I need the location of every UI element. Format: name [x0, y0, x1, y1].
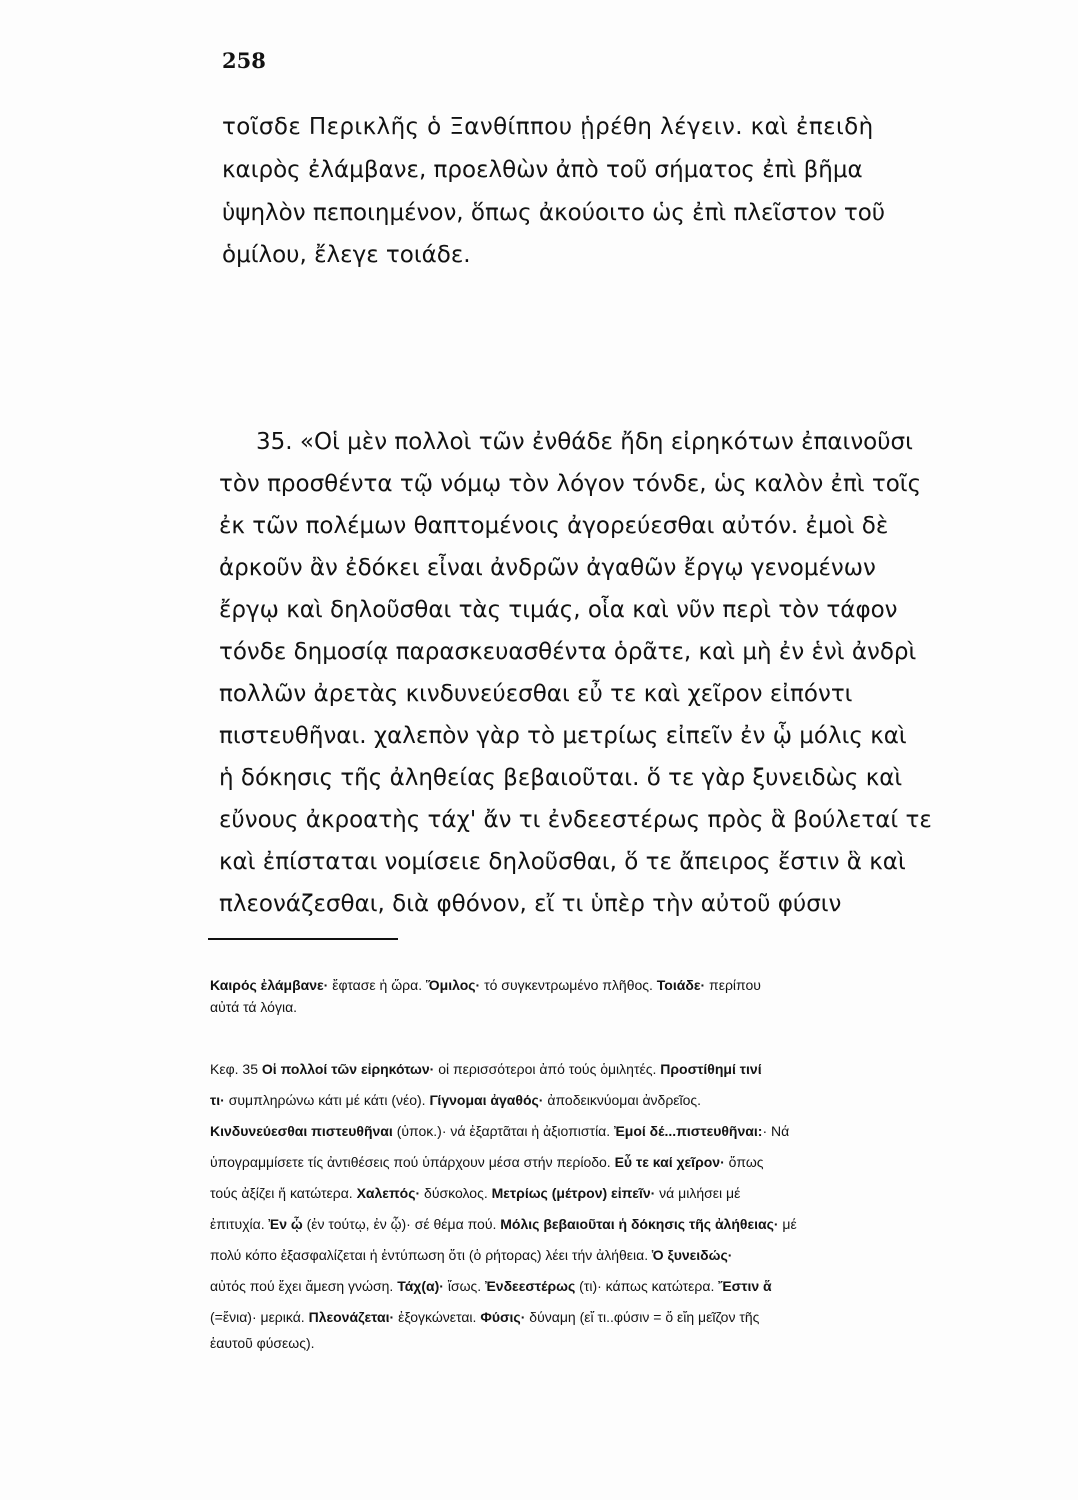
gloss-text: (τι)· κάπως κατώτερα. — [575, 1278, 719, 1294]
gloss-text: (ὑποκ.)· νά ἐξαρτᾶται ἡ ἀξιοπιστία. — [392, 1123, 615, 1139]
gloss-text: συμπληρώνω κάτι μέ κάτι (νέο). — [224, 1092, 430, 1108]
chapter-line: ἔργῳ καὶ δηλοῦσθαι τὰς τιμάς, οἷα καὶ νῦν περὶ τὸν τάφον — [219, 597, 898, 623]
chapter-line: ἐκ τῶν πολέμων θαπτομένοις ἀγορεύεσθαι αὐτόν. ἐμοὶ δὲ — [219, 513, 889, 539]
gloss-text: (ἐν τούτῳ, ἐν ᾧ)· σέ θέμα πού. — [302, 1216, 501, 1232]
chapter-line: τὸν προσθέντα τῷ νόμῳ τὸν λόγον τόνδε, ὡς καλὸν ἐπὶ τοῖς — [219, 471, 922, 497]
gloss-term: Τάχ(α)· — [397, 1278, 444, 1294]
gloss-term: Γίγνομαι ἀγαθός· — [429, 1092, 544, 1108]
footnote-line — [210, 1307, 759, 1327]
footnote-line — [210, 1059, 762, 1079]
gloss-text: περίπου — [705, 977, 761, 993]
gloss-text: · Νά — [762, 1123, 790, 1139]
gloss-term: Μόλις βεβαιοῦται ἡ δόκησις τῆς ἀλήθειας· — [500, 1216, 779, 1232]
intro-line: ὁμίλου, ἔλεγε τοιάδε. — [222, 242, 471, 268]
gloss-text: ἐξογκώνεται. — [394, 1309, 481, 1325]
gloss-term: τι· — [210, 1092, 225, 1108]
chapter-line: ἡ δόκησις τῆς ἀληθείας βεβαιοῦται. ὅ τε γὰρ ξυνειδὼς καὶ — [219, 765, 903, 791]
footnote-line — [210, 1152, 764, 1172]
gloss-term: Ἐν ᾧ — [268, 1216, 303, 1232]
gloss-term: Πλεονάζεται· — [308, 1309, 395, 1325]
gloss-text: ἴσως. — [443, 1278, 486, 1294]
footnote-line: αὐτά τά λόγια. — [210, 999, 298, 1015]
gloss-text: δύναμη (εἴ τι..φύσιν = ὅ εἴη μεῖζον τῆς — [525, 1309, 760, 1325]
gloss-term: Ἐμοί δέ...πιστευθῆναι: — [614, 1123, 763, 1139]
gloss-text: τό συγκεντρωμένο πλῆθος. — [480, 977, 657, 993]
gloss-term: Προστίθημί τινί — [660, 1061, 762, 1077]
footnote-line — [210, 1121, 789, 1141]
chapter-line: πλεονάζεσθαι, διὰ φθόνον, εἴ τι ὑπὲρ τὴν αὐτοῦ φύσιν — [219, 891, 842, 917]
gloss-term: Τοιάδε· — [656, 977, 706, 993]
gloss-text: Κεφ. 35 — [210, 1061, 262, 1077]
gloss-term: Ὅμιλος· — [426, 977, 481, 993]
gloss-text: οἱ περισσότεροι ἀπό τούς ὁμιλητές. — [434, 1061, 661, 1077]
gloss-term: Χαλεπός· — [356, 1185, 421, 1201]
gloss-term: Οἱ πολλοί τῶν εἰρηκότων· — [261, 1061, 435, 1077]
gloss-text: ὑπογραμμίσετε τίς ἀντιθέσεις πού ὑπάρχουν μέσα στήν περίοδο. — [210, 1154, 615, 1170]
gloss-term: Κινδυνεύεσθαι πιστευθῆναι — [210, 1123, 393, 1139]
intro-line: καιρὸς ἐλάμβανε, προελθὼν ἀπὸ τοῦ σήματος ἐπὶ βῆμα — [222, 157, 863, 183]
chapter-line: πιστευθῆναι. χαλεπὸν γὰρ τὸ μετρίως εἰπεῖν ἐν ᾧ μόλις καὶ — [219, 723, 907, 749]
gloss-term: Καιρός ἐλάμβανε· — [210, 977, 329, 993]
gloss-text: ὅπως — [724, 1154, 764, 1170]
chapter-line: πολλῶν ἀρετὰς κινδυνεύεσθαι εὖ τε καὶ χεῖρον εἰπόντι — [219, 681, 853, 707]
chapter-line: ἀρκοῦν ἂν ἐδόκει εἶναι ἀνδρῶν ἀγαθῶν ἔργῳ γενομένων — [219, 555, 876, 581]
intro-line: ὑψηλὸν πεποιημένον, ὅπως ἀκούοιτο ὡς ἐπὶ πλεῖστον τοῦ — [222, 200, 886, 226]
gloss-term: Φύσις· — [480, 1309, 526, 1325]
gloss-text: δύσκολος. — [420, 1185, 492, 1201]
chapter-line: τόνδε δημοσίᾳ παρασκευασθέντα ὁρᾶτε, καὶ μὴ ἐν ἑνὶ ἀνδρὶ — [219, 639, 917, 665]
gloss-text: νά μιλήσει μέ — [655, 1185, 741, 1201]
gloss-text: ἐπιτυχία. — [210, 1216, 269, 1232]
gloss-term: Εὖ τε καί χεῖρον· — [614, 1154, 725, 1170]
gloss-term: Ἐνδεεστέρως — [485, 1278, 576, 1294]
footnote-line: ἑαυτοῦ φύσεως). — [210, 1335, 315, 1351]
footnote-line — [210, 1183, 740, 1203]
footnote-line — [210, 1276, 772, 1296]
gloss-text: μέ — [778, 1216, 797, 1232]
gloss-text: ἔφτασε ἡ ὥρα. — [328, 977, 426, 993]
gloss-term: Μετρίως (μέτρον) εἰπεῖν· — [491, 1185, 656, 1201]
chapter-line: εὔνους ἀκροατὴς τάχ' ἄν τι ἐνδεεστέρως πρὸς ἃ βούλεταί τε — [219, 807, 932, 833]
gloss-term: Ἔστιν ἅ — [718, 1278, 772, 1294]
gloss-text: ἀποδεικνύομαι ἀνδρεῖος. — [543, 1092, 702, 1108]
footnote-rule — [208, 938, 398, 940]
footnote-line — [210, 1245, 732, 1265]
gloss-term: Ὁ ξυνειδώς· — [652, 1247, 733, 1263]
gloss-text: τούς ἀξίζει ἤ κατώτερα. — [210, 1185, 357, 1201]
chapter-line: 35. «Οἱ μὲν πολλοὶ τῶν ἐνθάδε ἤδη εἰρηκότων ἐπαινοῦσι — [256, 429, 913, 455]
page-number: 258 — [222, 48, 266, 73]
footnote-line — [210, 1214, 797, 1234]
gloss-text: (=ἔνια)· μερικά. — [210, 1309, 309, 1325]
footnote-line — [210, 975, 761, 995]
gloss-text: αὐτός πού ἔχει ἄμεση γνώση. — [210, 1278, 398, 1294]
footnote-line — [210, 1090, 701, 1110]
intro-line: τοῖσδε Περικλῆς ὁ Ξανθίππου ᾑρέθη λέγειν. καὶ ἐπειδὴ — [222, 114, 874, 140]
chapter-line: καὶ ἐπίσταται νομίσειε δηλοῦσθαι, ὅ τε ἄπειρος ἔστιν ἃ καὶ — [219, 849, 906, 875]
gloss-text: πολύ κόπο ἐξασφαλίζεται ἡ ἐντύπωση ὅτι (ὁ ρήτορας) λέει τήν ἀλήθεια. — [210, 1247, 653, 1263]
